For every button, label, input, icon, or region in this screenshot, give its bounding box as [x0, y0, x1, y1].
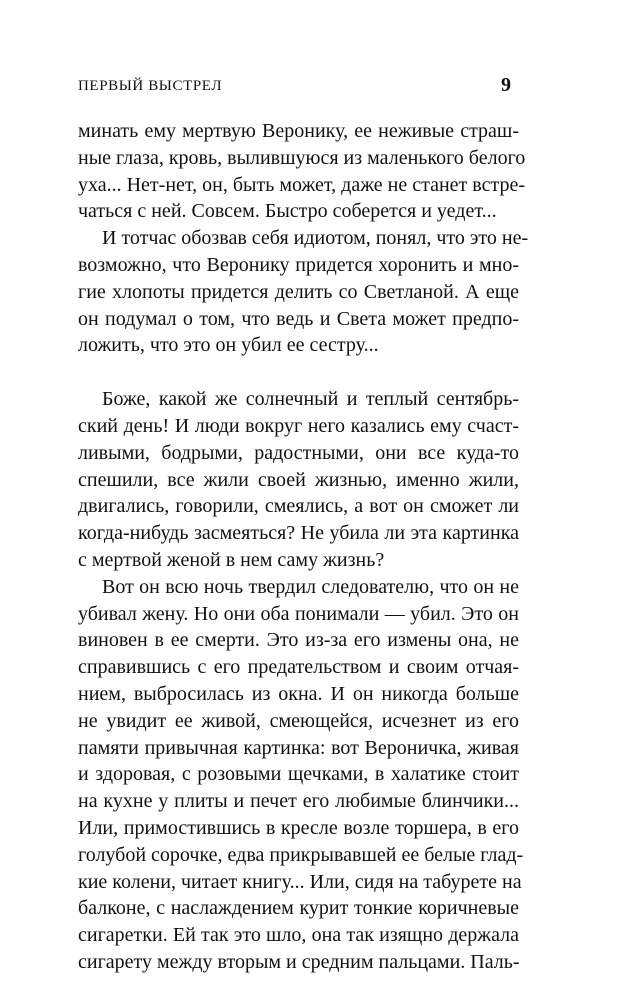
text-line: на кухне у плиты и печет его любимые блинчики... [78, 790, 519, 813]
text-line: не увидит ее живой, смеющейся, исчезнет из его [78, 709, 519, 732]
text-line: Или, примостившись в кресле возле торшера, в его [78, 816, 519, 839]
text-line: справившись с его предательством и своим отчая- [78, 656, 519, 679]
text-line: чаться с ней. Совсем. Быстро соберется и уедет... [78, 200, 497, 223]
running-head [78, 74, 519, 102]
text-line: минать ему мертвую Веронику, ее неживые страш- [78, 120, 519, 142]
text-line: с мертвой женой в нем саму жизнь? [78, 548, 385, 571]
text-line: спешили, все жили своей жизнью, именно жили, [78, 468, 519, 491]
text-line: Вот он всю ночь твердил следователю, что он не [102, 575, 519, 598]
text-line: балконе, с наслаждением курит тонкие коричневые [78, 897, 519, 920]
running-title: ПЕРВЫЙ ВЫСТРЕЛ [78, 78, 223, 94]
text-line: памяти привычная картинка: вот Вероничка, живая [78, 736, 519, 759]
text-line: когда-нибудь засмеяться? Не убила ли эта картинка [78, 522, 519, 545]
text-line: возможно, что Веронику придется хоронить и мно- [78, 253, 519, 276]
text-line: и здоровая, с розовыми щечками, в халатике стоит [78, 763, 519, 786]
text-line: уха... Нет-нет, он, быть может, даже не станет встре- [78, 173, 526, 196]
body-text [78, 118, 529, 976]
text-line: Боже, какой же солнечный и теплый сентябрь- [102, 388, 519, 411]
text-line: нием, выбросилась из окна. И он никогда больше [78, 682, 519, 705]
text-line: ский день! И люди вокруг него казались ему счаст- [78, 414, 519, 437]
text-line: И тотчас обозвав себя идиотом, понял, что это не- [102, 227, 529, 250]
text-line: убивал жену. Но они оба понимали — убил. Это он [78, 602, 519, 625]
page-number: 9 [501, 74, 511, 96]
text-line: виновен в ее смерти. Это из-за его измены она, не [78, 629, 519, 652]
text-line: он подумал о том, что ведь и Света может предпо- [78, 307, 519, 330]
text-line: двигались, говорили, смеялись, а вот он сможет ли [78, 495, 519, 518]
text-line: ливыми, бодрыми, радостными, они все куда-то [78, 441, 519, 464]
text-line: кие колени, читает книгу... Или, сидя на табурете на [78, 870, 522, 893]
text-line: ные глаза, кровь, вылившуюся из маленького белого [78, 146, 526, 169]
section-break [78, 359, 519, 386]
text-line: сигаретки. Ей так это шло, она так изящно держала [78, 924, 519, 947]
text-line: сигарету между вторым и средним пальцами. Паль- [78, 950, 520, 973]
text-line: гие хлопоты придется делить со Светланой. А еще [78, 280, 519, 303]
text-line: ложить, что это он убил ее сестру... [78, 334, 379, 357]
text-line: голубой сорочке, едва прикрывавшей ее белые глад- [78, 843, 524, 866]
